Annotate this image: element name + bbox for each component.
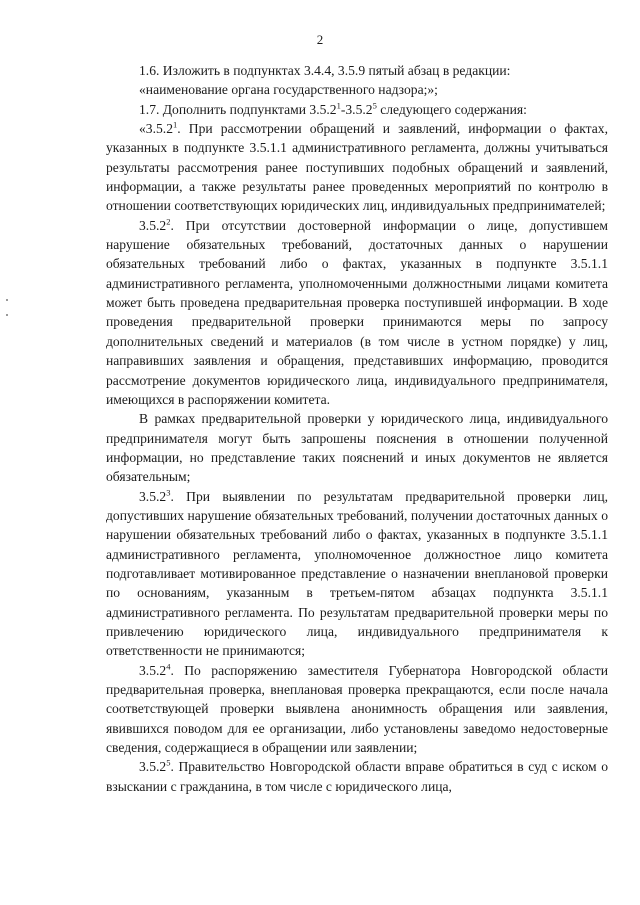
paragraph-3-5-2-2: 3.5.2$^2$. При отсутствии достоверной информации о лице, допустившем нарушение обязательных требований, достаточных данных о нарушении обязательных требований либо о фактах, указанных в подпункте 3.5.1.1 административного регламента, уполномоченными должностными лицами комитета может быть проведена предварительная проверка поступившей информации. В ходе проведения предварительной проверки принимаются меры по запросу дополнительных сведений и материалов (в том числе в устном порядке) у лиц, направивших заявления и обращения, представивших информацию, проводится рассмотрение документов юридического лица, индивидуального предпринимателя, имеющихся в распоряжении комитета. bbox=[106, 216, 608, 407]
document-body bbox=[106, 61, 608, 796]
paragraph-3-5-2-3: 3.5.2$^3$. При выявлении по результатам предварительной проверки лиц, допустивших нарушение обязательных требований, получении достаточных данных о нарушении обязательных требований либо о фактах, указанных в подпункте 3.5.1.1 административного регламента, уполномоченное должностное лицо комитета подготавливает мотивированное представление о назначении внеплановой проверки по основаниям, указанным в третьем-пятом абзацах подпункта 3.5.1.1 административного регламента. По результатам предварительной проверки меры по привлечению юридического лица, индивидуального предпринимателя к ответственности не принимаются; bbox=[106, 487, 608, 659]
page-number: 2 bbox=[316, 32, 324, 47]
paragraph-1-7: 1.7. Дополнить подпунктами 3.5.2$^1$-3.5.2$^5$ следующего содержания: bbox=[139, 100, 527, 117]
paragraph-1-6-quote: «наименование органа государственного надзора;»; bbox=[139, 82, 438, 98]
paragraph-preliminary-check: В рамках предварительной проверки у юридического лица, индивидуального предпринимателя могут быть запрошены пояснения в отношении полученной информации, но представление таких пояснений и иных документов не является обязательным; bbox=[106, 411, 608, 485]
paragraph-3-5-2-5: 3.5.2$^5$. Правительство Новгородской области вправе обратиться в суд с иском о взыскании с гражданина, в том числе с юридического лица, bbox=[106, 757, 608, 794]
scan-mark bbox=[6, 299, 8, 301]
paragraph-1-6: 1.6. Изложить в подпунктах 3.4.4, 3.5.9 пятый абзац в редакции: bbox=[139, 63, 511, 78]
paragraph-3-5-2-4: 3.5.2$^4$. По распоряжению заместителя Губернатора Новгородской области предварительная проверка, внеплановая проверка прекращаются, если после начала соответствующей проверки выявлена анонимность обращения или заявления, явившихся поводом для ее организации, либо установлены заведомо недостоверные сведения, содержащиеся в обращении или заявлении; bbox=[106, 661, 608, 756]
scan-mark bbox=[6, 314, 8, 316]
paragraph-3-5-2-1: «3.5.2$^1$. При рассмотрении обращений и заявлений, информации о фактах, указанных в подпункте 3.5.1.1 административного регламента, должны учитываться результаты рассмотрения ранее поступивших подобных обращений и заявлений, информации, а также результаты ранее проведенных мероприятий по контролю в отношении соответствующих юридических лиц, индивидуальных предпринимателей; bbox=[106, 119, 608, 214]
